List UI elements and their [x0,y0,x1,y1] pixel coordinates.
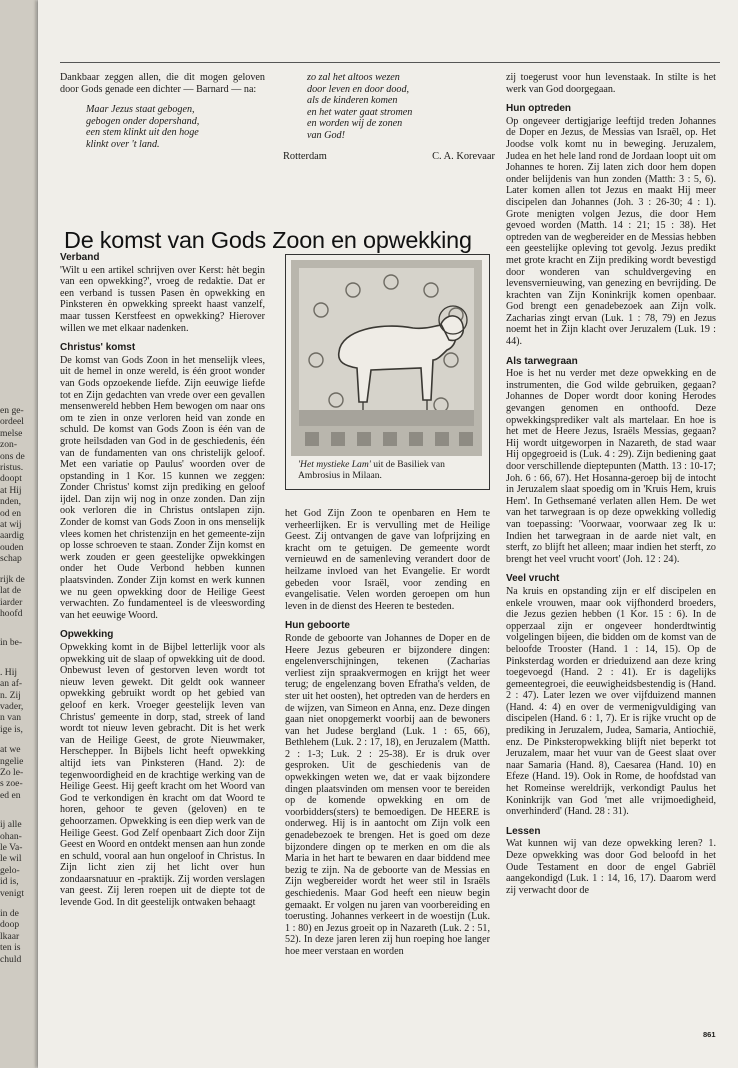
paragraph-intro-end: zij toegerust voor hun levenstaak. In stilte is het werk van God doorgegaan. [506,72,716,95]
edge-line: aardig [0,530,24,542]
edge-line: lat de [0,585,22,597]
mystic-lamb-image [291,260,482,456]
top-rule [60,62,720,63]
edge-line: hoofd [0,607,23,619]
paragraph-opwekking: Opwekking komt in de Bijbel letterlijk voor als opwekking uit de slaap of opwekking uit de dood. Onbewust leven of gestorven leven wordt tot nieuw leven gewekt. Dit geldt ook wanneer opwekking gebruikt wordt op het gebied van geloof en kerk. Vroeger geestelijk leven van Christus' gemeente in dorp, stad, streek of land wordt tot nieuw leven gebracht. Dit is het werk van de Heilige Geest, de grote Nieuwmaker, Herschepper. In Bijbels licht heeft opwekking altijd iets van Pinksteren (Hand. 2): de tegenwoordigheid en de krachtige werking van de Heilige Geest. Hij geeft kracht om het Woord van God te verkondigen èn kracht om dat Woord te horen, gehoor te geven (geloven) en te gehoorzamen. Opwekking is een diep werk van de Heilige Geest. God Zelf openbaart Zich door Zijn Geest en Woord en ontdekt mensen aan hun zonde en schuld, vooral aan hun ongeloof in Christus. In Zijn licht zien zij het licht over hun zondaarsnatuur en -praktijk. Zij worden verslagen van geest. Zij leren roepen uit de diepte tot de levende God. In dit geestelijk ontwaken behaagt [60,642,265,909]
intro-column-middle [283,72,495,162]
edge-line: ij alle [0,819,22,831]
paragraph-als-tarwegraan: Hoe is het nu verder met deze opwekking en de instrumenten, die God wilde gebruiken, gegaan? Johannes de Doper wordt door koning Herodes gevangen genomen en onthoofd. Deze opwekkingsprediker valt als martelaar. En hoe is het met de Heere Jezus, Israëls Messias, gegaan? Hij wordt uitgeworpen in Nazareth, de stad waar Hij opgegroeid is (Luk. 4 : 29). Zijn bediening gaat door verschillende dieptepunten (Matth. 13 : 10-17; Joh. 6 : 66, 67). Het Hosanna-geroep bij de intocht in Jeruzalem slaat spoedig om in 'Kruis Hem, kruis Hem'. In Gethsemané verlaten allen Hem. De wet van het tarwegraan is op deze opwekking volledig van toepassing: 'Voorwaar, voorwaar zeg Ik u: Indien het tarwegraan in de aarde niet valt, en sterft, zo blijft het alleen; maar indien het sterft, zo brengt het veel vrucht voort' (Joh. 12 : 24). [506,368,716,565]
paragraph-veel-vrucht: Na kruis en opstanding zijn er elf discipelen en enkele vrouwen, maar ook vijfhonderd broeders, die Jezus gezien hebben (1 Kor. 15 : 6). In de opperzaal zijn er ongeveer honderdtwintig volgelingen bijeen, die bidden om de komst van de beloofde Trooster (Hand. 1 : 14, 15). Op de Pinksterdag worden er drieduizend aan deze kring toegevoegd (Hand. 2 : 41). Er is dagelijks gemeentegroei, die eeuwigheidsbestendig is (Hand. 2 : 47). Later lezen we over vijfduizend mannen (Hand. 4: 4) en over de vermenigvuldiging van discipelen (Hand. 6 : 1, 7). Er is rijke vrucht op de prediking in Jeruzalem, Judea, Samaria, Antiochië, enz. De Pinksteropwekking blijft niet beperkt tot Jeruzalem, maar het vuur van de Geest slaat over naar Samaria (Hand. 8), Caesarea (Hand. 10) en Efeze (Hand. 19). Ook in Rome, de hoofdstad van het Romeinse wereldrijk, verkondigt Paulus het Koninkrijk van God 'met alle vrijmoedigheid, onverhinderd' (Hand. 28 : 31). [506,585,716,818]
edge-line: in be- [0,637,23,649]
paragraph-verband: 'Wilt u een artikel schrijven over Kerst: hèt begin van een opwekking?', vroeg de redaktie. Dat er een verband is tussen Pasen èn opwekking en Pinksteren èn opwekking spreekt haast vanzelf, maar tussen Kerstfeest en opwekking? Hierover willen we met elkaar nadenken. [60,264,265,334]
paragraph-hun-optreden: Op ongeveer dertigjarige leeftijd treden Johannes de Doper en Jezus, de Messias van Israël, op. Het Joodse volk komt nu in beweging. Jeruzalem, Judea en het hele land rond de Jordaan loopt uit om Johannes te horen. Zij laten zich door hem dopen onder belijdenis van hun zonden (Matth: 3 : 5, 6). Later komen allen tot Jezus en maakt Hij meer discipelen dan Johannes (Joh. 3 : 26-30; 4 : 1). Grote menigten volgen Jezus, die door Hem gevoed worden (Matth. 14 : 21; 15 : 38). Het optreden van de wegbereider en de Messias hebben een geestelijke opleving tot gevolg. Jezus predikt met grote kracht en Zijn prediking wordt bevestigd door wonderen van schuldvergeving en levensvernieuwing, van genezing en bevrijding. De krachten van Zijn Koninkrijk komen openbaar. God brengt een genadebezoek aan Zijn volk. Zacharias zingt ervan (Luk. 1 : 78, 79) en Jezus noemt het in Zijn klacht over Jeruzalem (Luk. 19 : 44). [506,115,716,348]
poem-line: een stem klinkt uit den hoge [86,127,199,139]
signature-author: C. A. Korevaar [432,150,495,162]
paragraph-hun-geboorte: Ronde de geboorte van Johannes de Doper en de Heere Jezus gebeuren er bijzondere dingen: engelenverschijningen, tekenen (Zacharias verliest zijn spraakvermogen en krijgt het weer terug; de engelenzang boven Efratha's velden, de ster uit het oosten), het optreden van de herders en de wijzen, van Simeon en Anna, enz. Deze dingen gaan niet onopgemerkt voorbij aan de bewoners van het Judese bergland (Luk. 1 : 65, 66), Bethlehem (Luk. 2 : 17, 18), en Jeruzalem (Matth. 2 : 1-3; Luk. 2 : 25-38). Er is druk over gesproken. Uit de geschiedenis van de opwekkingen weten we, dat er vaak bijzondere dingen plaatsvinden om mensen voor te bereiden op de komende opwekking en om de voorbidders(sters) te bemoedigen. De HEERE is onderweg. Hij is in aantocht om Zijn volk een genadebezoek te brengen. Het is goed om deze bijzondere dingen op te merken en om die als Maria in het hart te bewaren en daar biddend mee bezig te zijn. Na de geboorte van de Messias en Zijn wegbereider wordt het weer stil in Israëls geschiedenis. Maar God heeft een nieuw begin gemaakt. Er volgen nu jaren van voorbereiding en toerusting. Johannes verkeert in de woestijn (Luk. 1 : 80) en Jezus groeit op in Nazareth (Luk. 2 : 51, 52). In deze jaren leren zij hun roeping hoe langer hoe meer verstaan en worden [285,632,490,957]
edge-line: at Hij [0,484,22,496]
edge-line: rijk de [0,573,25,585]
caption-title: 'Het mystieke Lam' [298,459,371,470]
signature-line [283,151,495,163]
edge-line: ons de [0,450,25,462]
edge-line: an af- [0,678,23,690]
edge-line: ten is [0,942,21,954]
edge-line: venigt [0,887,24,899]
poem-line: Maar Jezus staat gebogen, [86,104,195,116]
article-column-2 [285,508,490,958]
previous-page-text [0,405,36,965]
edge-line: in de [0,908,19,920]
edge-line: n. Zij [0,689,21,701]
edge-line: le Va- [0,842,23,853]
figure-caption [298,459,478,481]
poem-line: door leven en door dood, [307,83,410,95]
heading-christus-komst: Christus' komst [60,342,136,354]
poem-line: en worden wij de zonen [307,118,403,130]
edge-line: nden, [0,496,22,508]
poem-line: gebogen onder dopershand, [86,115,200,127]
edge-line: ristus. [0,462,24,474]
edge-line: Zo le- [0,766,24,778]
poem-line: zo zal het altoos wezen [307,72,400,83]
article-title: De komst van Gods Zoon en opwekking [64,227,472,253]
edge-line: gelo- [0,864,20,876]
edge-line: at wij [0,519,22,531]
edge-line: ohan- [0,830,22,842]
heading-hun-optreden: Hun optreden [506,103,571,115]
edge-line: n van [0,712,22,724]
intro-paragraph: Dankbaar zeggen allen, die dit mogen geloven door Gods genade een dichter — Barnard — na: [60,72,265,95]
edge-line: ige is, [0,723,23,735]
edge-line: doop [0,919,20,931]
poem-line: als de kinderen komen [307,95,398,107]
heading-opwekking: Opwekking [60,629,114,641]
heading-veel-vrucht: Veel vrucht [506,573,560,585]
poem-stanza-1 [86,104,265,150]
edge-line: en ge- [0,405,24,416]
article-column-1 [60,252,265,909]
edge-line: zon- [0,439,18,451]
heading-als-tarwegraan: Als tarwegraan [506,355,578,367]
edge-line: id is, [0,876,19,888]
edge-line: . Hij [0,666,18,678]
poem-stanza-2 [307,72,495,142]
edge-line: ouden [0,541,24,553]
edge-line: lkaar [0,930,20,942]
poem-line: klinkt over 't land. [86,138,160,150]
signature-place: Rotterdam [283,150,327,162]
edge-line: ed en [0,789,21,801]
edge-line: at we [0,744,21,756]
edge-line: s zoe- [0,778,23,790]
heading-hun-geboorte: Hun geboorte [285,620,350,632]
edge-line: ngelie [0,755,24,767]
heading-lessen: Lessen [506,825,541,837]
edge-line: doopt [0,473,22,485]
figure-mystic-lamb [285,254,490,490]
poem-line: en het water gaat stromen [307,106,413,118]
previous-page-edge [0,0,36,1068]
caption-text: uit de Basiliek van Ambrosius in Milaan. [298,459,445,481]
edge-line: vader, [0,700,24,712]
paragraph-lessen: Wat kunnen wij van deze opwekking leren? 1. Deze opwekking was door God beloofd in het Oude Testament en door de engel Gabriël aangekondigd (Luk. 1 : 14, 16, 17). Daarom werd zij verwacht door de [506,838,716,896]
edge-line: iarder [0,596,23,608]
poem-line: van God! [307,129,345,141]
intro-column-left [60,72,265,151]
edge-line: melse [0,427,23,439]
page-number: 861 [703,1030,716,1039]
edge-line: ordeel [0,416,24,428]
magazine-page [38,0,738,1068]
edge-line: le wil [0,853,22,865]
mosaic-ground [299,410,474,426]
paragraph-christus-komst: De komst van Gods Zoon in het menselijk vlees, uit de hemel in onze wereld, is één groot wonder van Gods opzoekende liefde. Zijn eeuwige liefde tot en Zijn gedachten van vrede over een gevallen mensenwereld hebben Hem bewogen om naar ons om te zien in onze verloren heid van zonde en schuld. De komst van Gods Zoon is één van de grote heilsdaden van God in de geschiedenis, één van de fundamenten van ons christelijk geloof. Met een variatie op Paulus' woorden over de opstanding in 1 Kor. 15 kunnen we zeggen: Zonder Christus' komst zijn prediking en geloof ijdel. Dan zijn wij nog in onze zonden. Dan zijn ook verloren die in Christus ontslapen zijn. Zonder de komst van Gods Zoon in ons menselijk vlees komen het christenzijn en het gemeente-zijn op losse schroeven te staan. Zonder Zijn komst en werk zouden er geen geestelijke opwekkingen onder het Oude Verbond hebben kunnen plaatsvinden. Zonder Zijn komst en werk kunnen we nu geen opwekking door de Heilige Geest verwachten. Zo fundamenteel is de vleeswording van het eeuwige Woord. [60,354,265,621]
edge-line: schap [0,553,22,565]
heading-verband: Verband [60,252,100,263]
paragraph-continued: het God Zijn Zoon te openbaren en Hem te verheerlijken. Er is vervulling met de Heilige Geest. Zij ontvangen de gave van lofprijzing en kracht om te getuigen. De gemeente wordt vernieuwd en de samenleving verandert door de heilzame invloed van het Evangelie. Er wordt gebeden voor Israël, voor zending en evangelisatie. Velen worden geroepen om hun leven in de dienst des Heeren te besteden. [285,508,490,612]
edge-line: chuld [0,953,22,965]
edge-line: od en [0,507,22,519]
article-column-3 [506,72,716,896]
